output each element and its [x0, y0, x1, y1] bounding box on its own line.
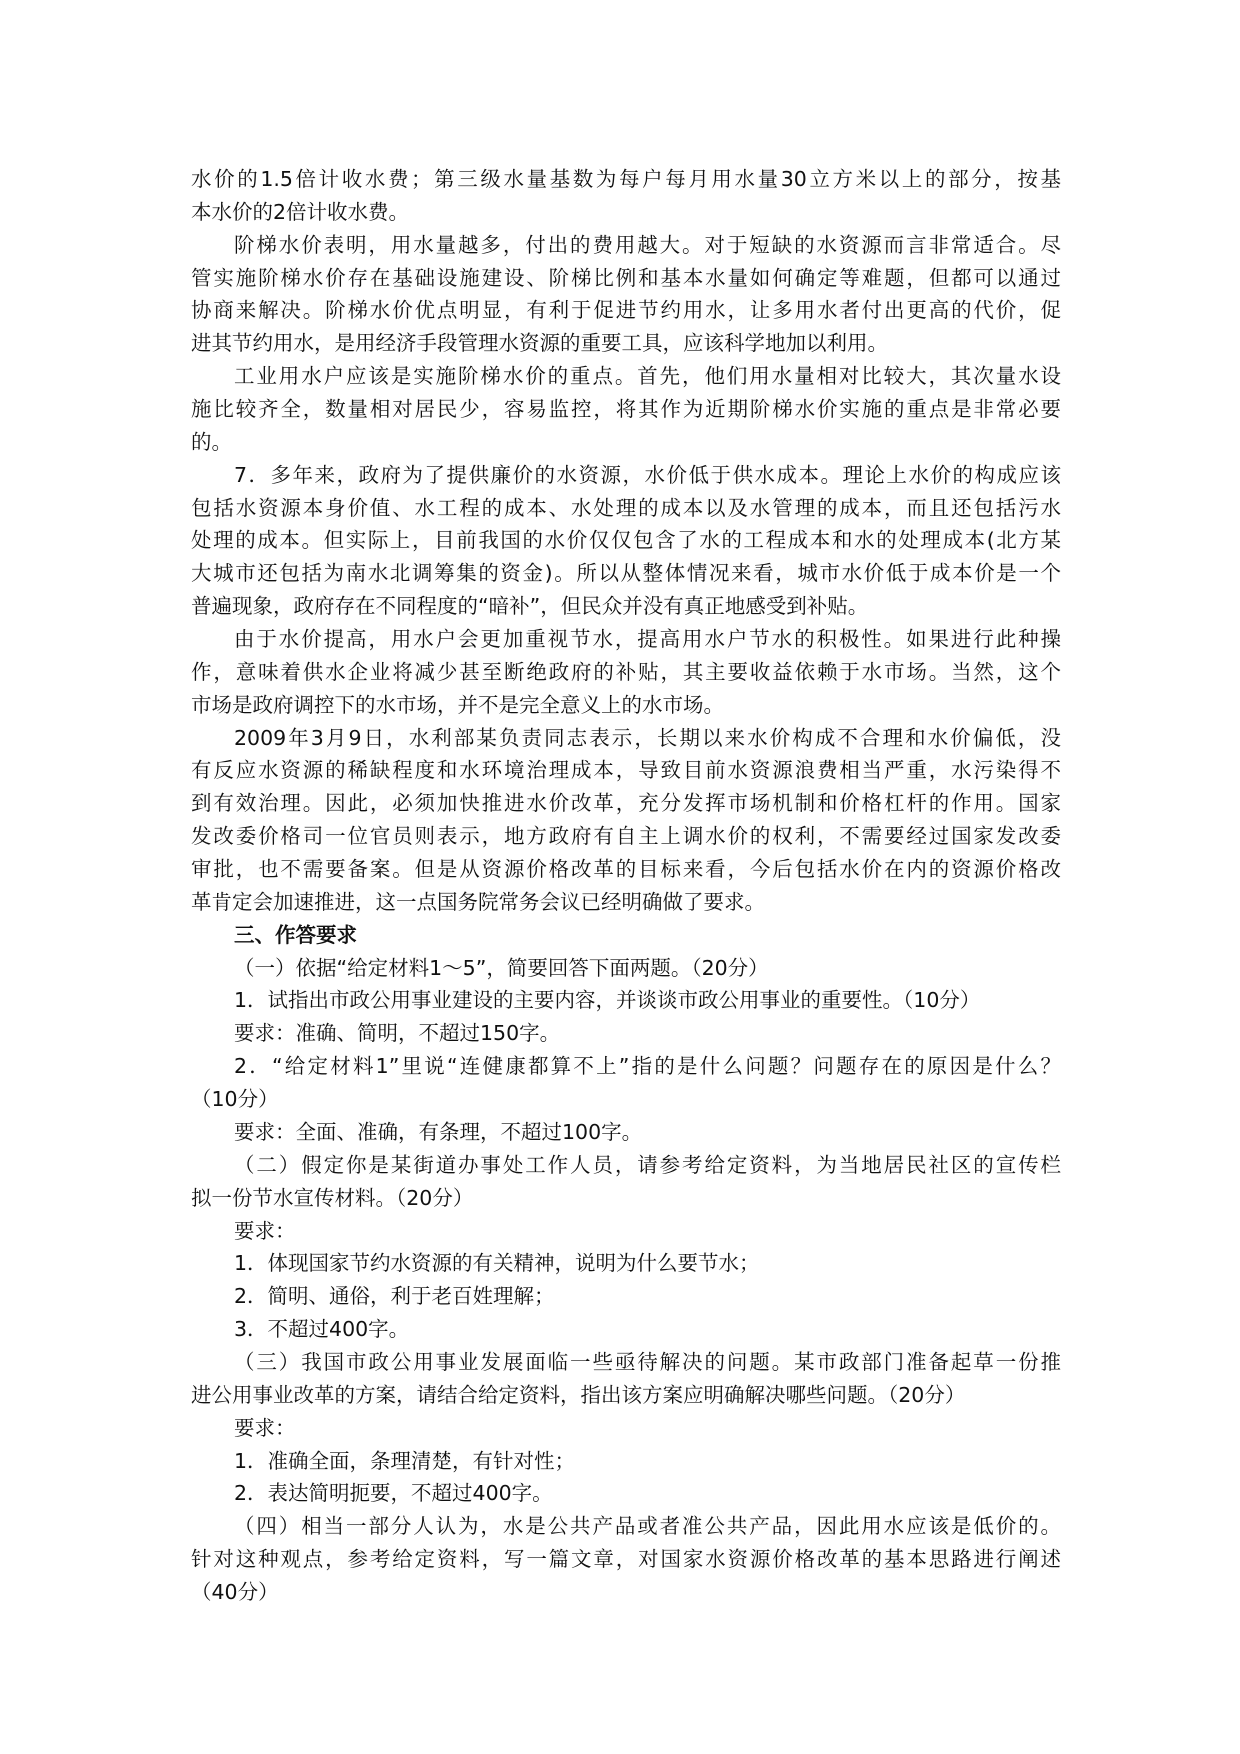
paragraph — [191, 1477, 1061, 1510]
text-line: 要求： — [234, 1218, 296, 1243]
text-line: 工业用水户应该是实施阶梯水价的重点。首先，他们用水量相对比较大，其次量水设 — [234, 364, 1061, 389]
text-line: （10分） — [191, 1087, 279, 1112]
paragraph — [191, 1050, 1061, 1116]
paragraph — [191, 623, 1061, 722]
paragraph — [191, 1510, 1061, 1609]
paragraph — [191, 1280, 1061, 1313]
paragraph — [191, 722, 1061, 919]
text-line: 大城市还包括为南水北调筹集的资金)。所以从整体情况来看，城市水价低于成本价是一个 — [191, 561, 1061, 586]
text-line: 审批，也不需要备案。但是从资源价格改革的目标来看，今后包括水价在内的资源价格改 — [191, 857, 1061, 882]
text-line: 要求：全面、准确，有条理，不超过100字。 — [234, 1119, 643, 1144]
text-line: （40分） — [191, 1579, 279, 1604]
paragraph — [191, 1412, 1061, 1445]
paragraph — [191, 1445, 1061, 1478]
text-line: 2．“给定材料1”里说“连健康都算不上”指的是什么问题？问题存在的原因是什么？ — [234, 1054, 1061, 1079]
paragraph — [191, 1215, 1061, 1248]
text-line: 要求：准确、简明，不超过150字。 — [234, 1021, 561, 1046]
text-line: 革肯定会加速推进，这一点国务院常务会议已经明确做了要求。 — [191, 889, 765, 914]
paragraph — [191, 1247, 1061, 1280]
text-line: 2009年3月9日，水利部某负责同志表示，长期以来水价构成不合理和水价偏低，没 — [234, 725, 1061, 750]
paragraph — [191, 360, 1061, 459]
text-line: 由于水价提高，用水户会更加重视节水，提高用水户节水的积极性。如果进行此种操 — [234, 627, 1061, 652]
text-line: 市场是政府调控下的水市场，并不是完全意义上的水市场。 — [191, 692, 724, 717]
text-line: 水价的1.5倍计收水费；第三级水量基数为每户每月用水量30立方米以上的部分，按基 — [191, 167, 1061, 191]
text-line: 管实施阶梯水价存在基础设施建设、阶梯比例和基本水量如何确定等难题，但都可以通过 — [191, 265, 1061, 290]
text-line: 进其节约用水，是用经济手段管理水资源的重要工具，应该科学地加以利用。 — [191, 331, 888, 356]
text-line: 3．不超过400字。 — [234, 1317, 410, 1342]
paragraph — [191, 459, 1061, 623]
text-line: 拟一份节水宣传材料。（20分） — [191, 1185, 474, 1210]
paragraph — [191, 1149, 1061, 1215]
text-line: （四）相当一部分人认为，水是公共产品或者准公共产品，因此用水应该是低价的。 — [234, 1514, 1061, 1539]
paragraph — [191, 1346, 1061, 1412]
text-line: 协商来解决。阶梯水价优点明显，有利于促进节约用水，让多用水者付出更高的代价，促 — [191, 298, 1061, 323]
text-line: 针对这种观点，参考给定资料，写一篇文章，对国家水资源价格改革的基本思路进行阐述 — [191, 1547, 1061, 1572]
text-line: 的。 — [191, 429, 232, 454]
text-line: 进公用事业改革的方案，请结合给定资料，指出该方案应明确解决哪些问题。（20分） — [191, 1382, 966, 1407]
text-line: 发改委价格司一位官员则表示，地方政府有自主上调水价的权利，不需要经过国家发改委 — [191, 824, 1061, 849]
text-line: 有反应水资源的稀缺程度和水环境治理成本，导致目前水资源浪费相当严重，水污染得不 — [191, 758, 1061, 783]
text-line: （一）依据“给定材料1～5”，简要回答下面两题。（20分） — [234, 955, 769, 980]
text-line: 1．试指出市政公用事业建设的主要内容，并谈谈市政公用事业的重要性。（10分） — [234, 988, 981, 1013]
text-line: 三、作答要求 — [234, 922, 357, 947]
paragraph — [191, 984, 1061, 1017]
text-line: （三）我国市政公用事业发展面临一些亟待解决的问题。某市政部门准备起草一份推 — [234, 1349, 1061, 1374]
paragraph — [191, 952, 1061, 985]
paragraph — [191, 163, 1061, 229]
text-line: 到有效治理。因此，必须加快推进水价改革，充分发挥市场机制和价格杠杆的作用。国家 — [191, 791, 1061, 816]
text-line: 要求： — [234, 1415, 296, 1440]
text-line: 作，意味着供水企业将减少甚至断绝政府的补贴，其主要收益依赖于水市场。当然，这个 — [191, 659, 1061, 684]
text-line: 包括水资源本身价值、水工程的成本、水处理的成本以及水管理的成本，而且还包括污水 — [191, 495, 1061, 520]
paragraph — [191, 1313, 1061, 1346]
section-heading — [191, 919, 1061, 952]
text-line: 阶梯水价表明，用水量越多，付出的费用越大。对于短缺的水资源而言非常适合。尽 — [234, 232, 1061, 257]
text-line: 施比较齐全，数量相对居民少，容易监控，将其作为近期阶梯水价实施的重点是非常必要 — [191, 397, 1061, 422]
paragraph — [191, 1017, 1061, 1050]
text-line: 普遍现象，政府存在不同程度的“暗补”，但民众并没有真正地感受到补贴。 — [191, 594, 869, 619]
paragraph — [191, 1116, 1061, 1149]
text-line: （二）假定你是某街道办事处工作人员，请参考给定资料，为当地居民社区的宣传栏 — [234, 1152, 1061, 1177]
text-line: 1．准确全面，条理清楚，有针对性； — [234, 1448, 576, 1473]
text-line: 处理的成本。但实际上，目前我国的水价仅仅包含了水的工程成本和水的处理成本(北方某 — [191, 528, 1061, 553]
text-line: 1．体现国家节约水资源的有关精神，说明为什么要节水； — [234, 1251, 760, 1276]
text-line: 7．多年来，政府为了提供廉价的水资源，水价低于供水成本。理论上水价的构成应该 — [234, 462, 1061, 487]
text-line: 本水价的2倍计收水费。 — [191, 199, 410, 224]
text-line: 2．表达简明扼要，不超过400字。 — [234, 1481, 553, 1506]
document-body — [191, 163, 1061, 1609]
paragraph — [191, 229, 1061, 360]
text-line: 2．简明、通俗，利于老百姓理解； — [234, 1284, 555, 1309]
